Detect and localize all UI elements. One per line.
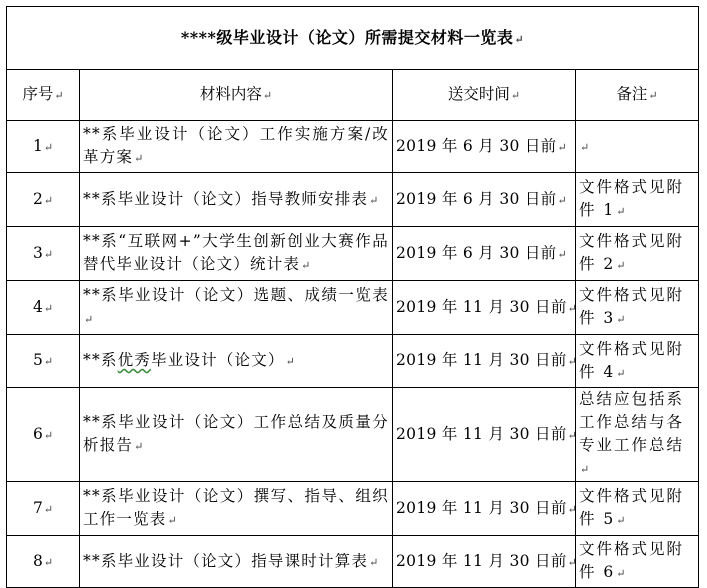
header-note: 备注↵ [576, 70, 699, 121]
row-number: 3↵ [7, 227, 80, 281]
row-time: 2019 年 11 月 30 日前↵ [393, 388, 576, 482]
row-time: 2019 年 6 月 30 日前↵ [393, 121, 576, 173]
paragraph-mark-icon: ↵ [567, 428, 578, 442]
paragraph-mark-icon: ↵ [616, 313, 628, 326]
paragraph-mark-icon: ↵ [510, 89, 521, 102]
spellcheck-underline: 优秀 [117, 351, 152, 369]
row-number: 6↵ [7, 388, 80, 482]
paragraph-mark-icon: ↵ [369, 555, 380, 569]
row-note: 文件格式见附件 4↵ [576, 335, 699, 388]
row-time: 2019 年 11 月 30 日前↵ [393, 281, 576, 335]
paragraph-mark-icon: ↵ [43, 555, 54, 569]
table-row [7, 482, 699, 536]
row-content: **系毕业设计（论文）工作实施方案/改革方案↵ [80, 121, 393, 173]
row-number: 8↵ [7, 536, 80, 588]
paragraph-mark-icon: ↵ [557, 140, 567, 154]
paragraph-mark-icon: ↵ [616, 514, 628, 527]
row-number: 1↵ [7, 121, 80, 173]
row-number: 7↵ [7, 482, 80, 536]
table-row [7, 173, 699, 227]
paragraph-mark-icon: ↵ [43, 301, 54, 315]
paragraph-mark-icon: ↵ [301, 259, 312, 272]
table-title: ****级毕业设计（论文）所需提交材料一览表 [180, 27, 514, 47]
row-content: **系毕业设计（论文）指导教师安排表↵ [80, 173, 393, 227]
row-time: 2019 年 11 月 30 日前↵ [393, 536, 576, 588]
row-note: 文件格式见附件 5↵ [576, 482, 699, 536]
paragraph-mark-icon: ↵ [134, 440, 145, 453]
paragraph-mark-icon: ↵ [567, 301, 578, 315]
row-note: 文件格式见附件 2↵ [576, 227, 699, 281]
paragraph-mark-icon: ↵ [616, 567, 628, 580]
row-note [576, 121, 699, 173]
paragraph-mark-icon: ↵ [84, 313, 95, 326]
row-time: 2019 年 11 月 30 日前↵ [393, 482, 576, 536]
row-note: 文件格式见附件 6↵ [576, 536, 699, 588]
materials-table [6, 6, 699, 588]
paragraph-mark-icon: ↵ [580, 463, 592, 476]
table-row [7, 388, 699, 482]
paragraph-mark-icon: ↵ [43, 428, 54, 442]
paragraph-mark-icon: ↵ [616, 366, 628, 380]
paragraph-mark-icon: ↵ [557, 247, 567, 261]
row-content: **系毕业设计（论文）选题、成绩一览表↵ [80, 281, 393, 335]
row-content: **系毕业设计（论文）指导课时计算表↵ [80, 536, 393, 588]
row-time: 2019 年 11 月 30 日前↵ [393, 335, 576, 388]
header-content: 材料内容↵ [80, 70, 393, 121]
row-content: **系优秀毕业设计（论文）↵ [80, 335, 393, 388]
paragraph-mark-icon: ↵ [567, 355, 578, 368]
row-number: 2↵ [7, 173, 80, 227]
row-note: 总结应包括系工作总结与各专业工作总结↵ [576, 388, 699, 482]
paragraph-mark-icon: ↵ [43, 355, 54, 368]
header-serial: 序号↵ [7, 70, 80, 121]
paragraph-mark-icon: ↵ [43, 247, 54, 261]
paragraph-mark-icon: ↵ [616, 259, 628, 272]
row-content: **系“互联网+”大学生创新创业大赛作品替代毕业设计（论文）统计表↵ [80, 227, 393, 281]
paragraph-mark-icon: ↵ [557, 193, 567, 207]
title-row [7, 7, 699, 70]
row-content: **系毕业设计（论文）撰写、指导、组织工作一览表↵ [80, 482, 393, 536]
row-time: 2019 年 6 月 30 日前↵ [393, 227, 576, 281]
table-row [7, 335, 699, 388]
header-row [7, 70, 699, 121]
paragraph-mark-icon: ↵ [167, 514, 178, 527]
paragraph-mark-icon: ↵ [285, 355, 297, 368]
paragraph-mark-icon: ↵ [43, 502, 54, 516]
paragraph-mark-icon: ↵ [567, 502, 578, 516]
table-row [7, 281, 699, 335]
paragraph-mark-icon: ↵ [43, 140, 54, 154]
paragraph-mark-icon: ↵ [134, 152, 145, 165]
paragraph-mark-icon: ↵ [580, 140, 592, 154]
row-content: **系毕业设计（论文）工作总结及质量分析报告↵ [80, 388, 393, 482]
table-row [7, 121, 699, 173]
table-row [7, 536, 699, 588]
row-note: 文件格式见附件 1↵ [576, 173, 699, 227]
paragraph-mark-icon: ↵ [514, 32, 525, 46]
paragraph-mark-icon: ↵ [616, 205, 628, 218]
row-note: 文件格式见附件 3↵ [576, 281, 699, 335]
row-number: 4↵ [7, 281, 80, 335]
paragraph-mark-icon: ↵ [648, 89, 658, 102]
paragraph-mark-icon: ↵ [567, 555, 578, 569]
row-number: 5↵ [7, 335, 80, 388]
row-time: 2019 年 6 月 30 日前↵ [393, 173, 576, 227]
header-time: 送交时间↵ [393, 70, 576, 121]
table-title-cell [7, 7, 699, 70]
table-row [7, 227, 699, 281]
paragraph-mark-icon: ↵ [369, 193, 380, 207]
paragraph-mark-icon: ↵ [54, 89, 64, 102]
paragraph-mark-icon: ↵ [43, 193, 54, 207]
paragraph-mark-icon: ↵ [262, 89, 273, 102]
